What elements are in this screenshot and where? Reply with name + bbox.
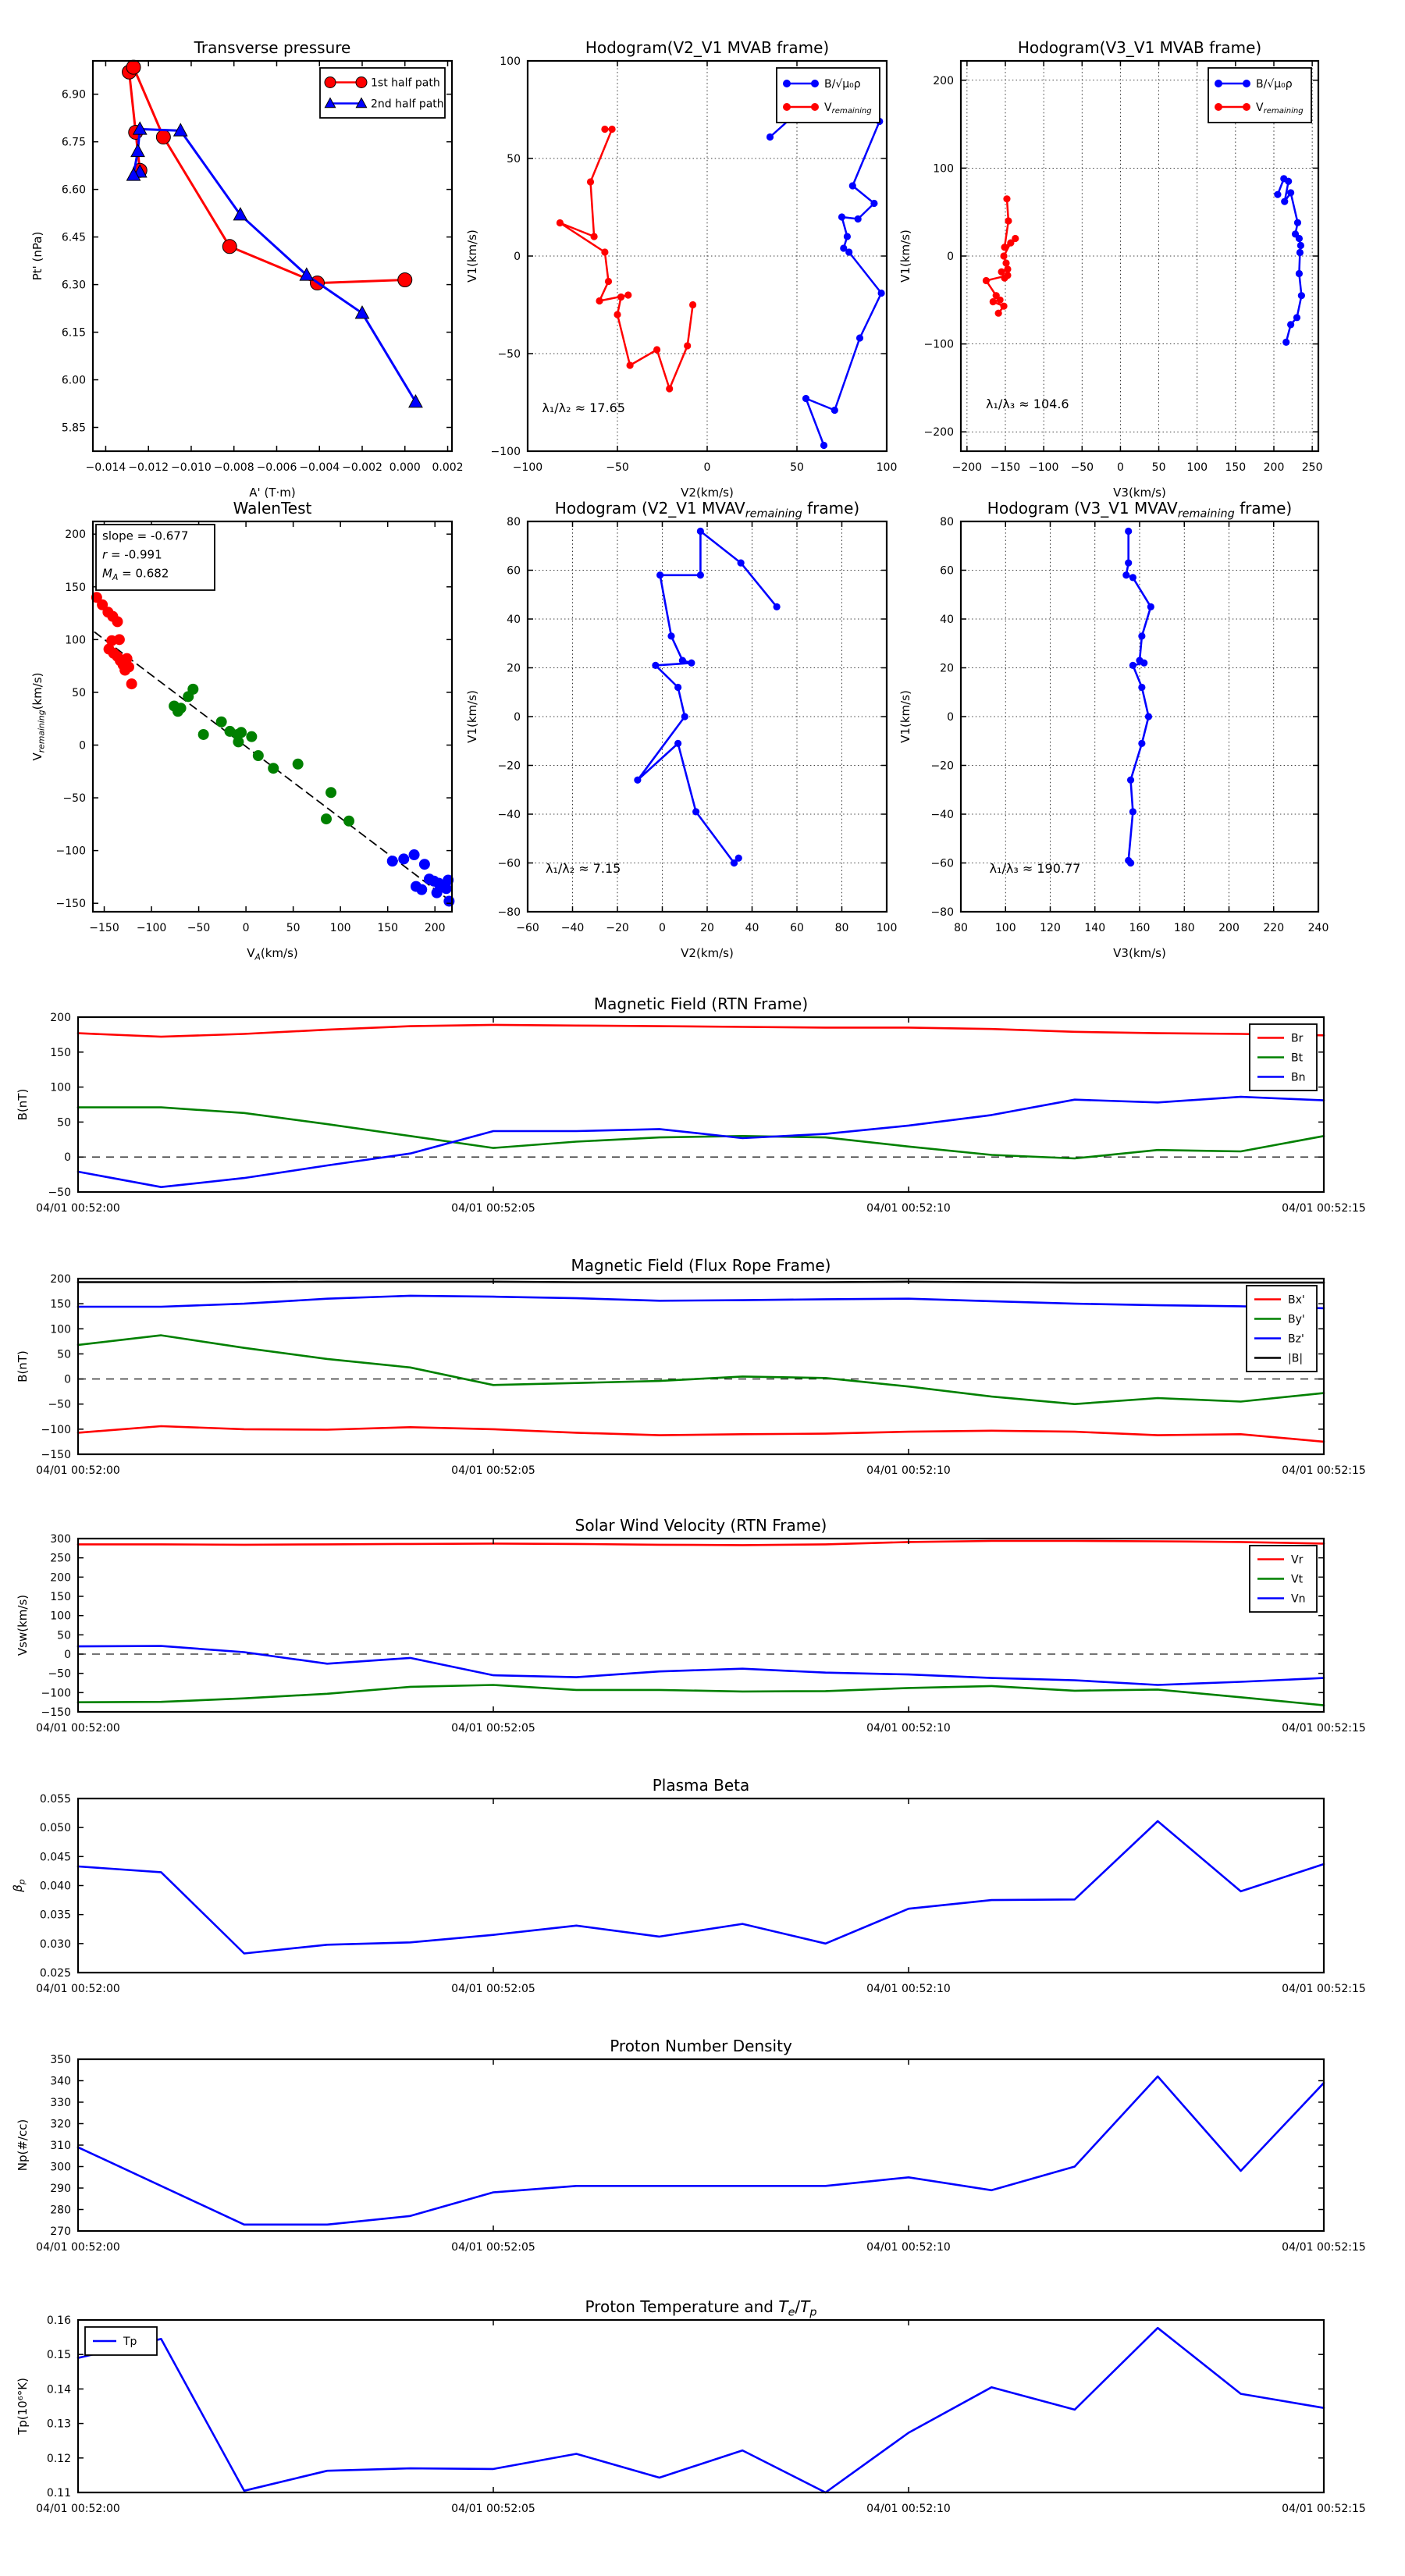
- x-tick-label: 80: [954, 922, 968, 934]
- y-tick-label: 150: [50, 1298, 71, 1311]
- x-tick-label: 40: [745, 922, 759, 934]
- chart-title: Hodogram(V3_V1 MVAB frame): [1017, 38, 1262, 57]
- x-tick-label: 250: [1301, 461, 1323, 474]
- x-tick-label: −0.004: [299, 461, 340, 474]
- x-tick-label: 150: [377, 922, 399, 934]
- axes-frame: [78, 1017, 1324, 1192]
- tick-marks: [78, 2320, 1324, 2492]
- tick-marks: [78, 1017, 1324, 1192]
- legend-label: Bt: [1291, 1051, 1304, 1065]
- y-tick-label: 0: [64, 1151, 71, 1165]
- x-tick-label: −40: [560, 922, 585, 934]
- axes-frame: [78, 1539, 1324, 1712]
- x-tick-label: 0: [703, 461, 711, 474]
- y-tick-label: 100: [50, 1323, 71, 1336]
- y-tick-label: 100: [50, 1610, 71, 1623]
- x-tick-label: −0.014: [85, 461, 126, 474]
- chart-title: Proton Number Density: [610, 2037, 792, 2055]
- y-tick-label: −80: [930, 906, 954, 919]
- x-tick-label: 04/01 00:52:10: [866, 1983, 951, 1995]
- x-tick-label: 80: [834, 922, 849, 934]
- axes-frame: [78, 1799, 1324, 1973]
- y-axis-label: Vsw(km/s): [16, 1594, 30, 1656]
- series-first-interval-points: [91, 592, 137, 689]
- legend-label: $V_{remaining}$: [1256, 101, 1304, 116]
- x-tick-label: 04/01 00:52:00: [36, 1722, 120, 1735]
- x-tick-label: −100: [512, 461, 543, 474]
- x-tick-label: −100: [1028, 461, 1059, 474]
- legend-label: Bz': [1288, 1332, 1304, 1346]
- x-tick-label: 160: [1129, 922, 1151, 934]
- legend: [1208, 68, 1311, 123]
- x-tick-label: 04/01 00:52:15: [1282, 1202, 1366, 1215]
- legend: [1247, 1286, 1317, 1372]
- legend-label: 2nd half path: [371, 98, 444, 111]
- lambda-annotation: λ₁/λ₂ ≈ 7.15: [546, 861, 621, 876]
- y-tick-label: 100: [500, 55, 521, 68]
- chart-title: Transverse pressure: [194, 38, 351, 57]
- y-tick-label: 0.030: [39, 1937, 71, 1951]
- chart-title: Magnetic Field (Flux Rope Frame): [571, 1256, 831, 1275]
- y-tick-label: 0: [79, 739, 86, 753]
- y-tick-label: 310: [50, 2140, 71, 2152]
- y-tick-label: 100: [933, 162, 954, 176]
- y-tick-label: 270: [50, 2226, 71, 2238]
- chart-title: WalenTest: [233, 499, 312, 518]
- y-tick-label: 340: [50, 2075, 71, 2088]
- y-tick-label: −60: [497, 857, 521, 870]
- y-tick-label: 250: [50, 1552, 71, 1565]
- legend-label: B/√μ₀ρ: [1256, 78, 1293, 91]
- x-tick-label: 100: [1186, 461, 1208, 474]
- tick-marks: [78, 1539, 1324, 1712]
- y-tick-label: −100: [923, 338, 954, 351]
- y-tick-label: 6.00: [61, 374, 86, 387]
- y-tick-label: 0.050: [39, 1822, 71, 1835]
- legend-label: Vn: [1291, 1592, 1306, 1606]
- legend-label: |B|: [1288, 1352, 1304, 1365]
- series-By-prime: [78, 1336, 1324, 1404]
- y-tick-label: 0.15: [46, 2349, 71, 2362]
- y-tick-label: 80: [507, 516, 521, 528]
- y-axis-label: Tp(10⁶°K): [16, 2378, 30, 2435]
- y-tick-label: 0.035: [39, 1909, 71, 1922]
- series-Br: [78, 1025, 1324, 1037]
- y-tick-label: 40: [507, 614, 521, 626]
- x-tick-label: 04/01 00:52:15: [1282, 1983, 1366, 1995]
- x-tick-label: 04/01 00:52:00: [36, 1983, 120, 1995]
- series-Np: [78, 2076, 1324, 2225]
- chart-title: Proton Temperature and $T_e/T_p$: [585, 2297, 817, 2319]
- y-tick-label: 0.16: [46, 2314, 71, 2327]
- y-tick-label: 0.11: [46, 2487, 71, 2500]
- hodogram-v2v1-mvav-chart: [465, 499, 897, 960]
- x-tick-label: 04/01 00:52:10: [866, 1202, 951, 1215]
- series-Bz-prime: [78, 1293, 1324, 1308]
- y-tick-label: 0: [947, 711, 954, 724]
- x-tick-label: 50: [286, 922, 301, 934]
- x-tick-label: 60: [790, 922, 804, 934]
- y-tick-label: −100: [490, 446, 521, 458]
- x-tick-label: −0.012: [128, 461, 169, 474]
- proton-temperature-chart: [16, 2297, 1366, 2515]
- y-tick-label: 40: [940, 614, 954, 626]
- y-tick-label: 0.13: [46, 2418, 71, 2431]
- y-tick-label: −100: [41, 1687, 71, 1700]
- x-tick-label: 04/01 00:52:05: [451, 2241, 535, 2254]
- legend: [85, 2327, 157, 2355]
- y-tick-label: 200: [50, 1571, 71, 1585]
- series-Vt: [78, 1685, 1324, 1706]
- y-tick-label: 300: [50, 1533, 71, 1546]
- axes-frame: [78, 2320, 1324, 2492]
- y-axis-label: Pt' (nPa): [30, 231, 44, 281]
- y-tick-label: 6.90: [61, 88, 86, 101]
- series-V-remaining: [557, 126, 696, 393]
- y-tick-label: 80: [940, 516, 954, 528]
- magnetic-field-flux-rope-chart: [16, 1256, 1366, 1477]
- x-tick-label: 0.002: [432, 461, 464, 474]
- proton-number-density-chart: [16, 2037, 1366, 2254]
- y-tick-label: 0: [514, 251, 521, 263]
- info-box-line: slope = -0.677: [102, 528, 189, 543]
- x-tick-label: 04/01 00:52:15: [1282, 2503, 1366, 2515]
- y-tick-label: 0.025: [39, 1967, 71, 1980]
- legend: [777, 68, 880, 123]
- y-tick-label: −150: [41, 1706, 71, 1719]
- hodogram-v2v1-mvab-chart: [465, 38, 897, 500]
- x-tick-label: −50: [606, 461, 629, 474]
- series-V-remaining: [983, 195, 1019, 317]
- x-tick-label: −0.002: [342, 461, 382, 474]
- x-tick-label: −60: [516, 922, 539, 934]
- x-tick-label: −100: [136, 922, 167, 934]
- y-tick-label: 150: [50, 1046, 71, 1059]
- x-tick-label: 150: [1225, 461, 1247, 474]
- y-tick-label: 0.14: [46, 2383, 71, 2396]
- legend-label: Vr: [1291, 1553, 1304, 1567]
- x-tick-label: 04/01 00:52:00: [36, 2241, 120, 2254]
- x-tick-label: 04/01 00:52:15: [1282, 1722, 1366, 1735]
- y-tick-label: −40: [497, 809, 521, 821]
- series-B-over-sqrt-mu0rho: [1274, 175, 1305, 346]
- x-tick-label: −150: [990, 461, 1021, 474]
- info-box: [96, 525, 215, 590]
- x-tick-label: −0.006: [256, 461, 297, 474]
- y-tick-label: 50: [72, 686, 86, 699]
- x-tick-label: 04/01 00:52:05: [451, 1983, 535, 1995]
- series-B-magnitude: [78, 1282, 1324, 1283]
- x-tick-label: 04/01 00:52:05: [451, 1202, 535, 1215]
- axes-frame: [93, 61, 452, 451]
- legend-label: Bx': [1288, 1293, 1305, 1307]
- y-tick-label: −50: [497, 348, 521, 361]
- y-tick-label: 0.045: [39, 1851, 71, 1864]
- legend-label: Br: [1291, 1032, 1304, 1045]
- series-Bn: [78, 1097, 1324, 1187]
- y-tick-label: 0: [514, 711, 521, 724]
- y-tick-label: 200: [933, 74, 954, 87]
- x-axis-label: V2(km/s): [681, 486, 734, 500]
- x-axis-label: V3(km/s): [1113, 486, 1166, 500]
- y-tick-label: 100: [65, 634, 86, 647]
- x-tick-label: 04/01 00:52:15: [1282, 2241, 1366, 2254]
- x-tick-label: 04/01 00:52:00: [36, 2503, 120, 2515]
- series-Bx-prime: [78, 1426, 1324, 1442]
- legend-label: Bn: [1291, 1071, 1306, 1084]
- y-tick-label: 6.15: [61, 326, 86, 340]
- y-tick-label: −150: [55, 898, 86, 911]
- x-tick-label: 20: [700, 922, 714, 934]
- legend: [320, 68, 445, 118]
- y-tick-label: −50: [48, 1187, 71, 1199]
- x-tick-label: 140: [1084, 922, 1106, 934]
- solar-wind-velocity-rtn-chart: [16, 1516, 1366, 1735]
- y-tick-label: 0: [64, 1649, 71, 1661]
- chart-title: Plasma Beta: [652, 1776, 750, 1795]
- x-tick-label: 04/01 00:52:05: [451, 1722, 535, 1735]
- y-tick-label: 6.30: [61, 279, 86, 292]
- y-tick-label: 200: [50, 1012, 71, 1024]
- y-tick-label: 280: [50, 2204, 71, 2217]
- y-tick-label: 6.60: [61, 183, 86, 197]
- x-tick-label: 0: [659, 922, 666, 934]
- y-tick-label: 150: [65, 581, 86, 594]
- x-tick-label: 120: [1040, 922, 1061, 934]
- chart-title: Hodogram (V3_V1 $MVAV_{remaining}$ frame): [987, 499, 1293, 521]
- x-tick-label: 50: [1151, 461, 1166, 474]
- y-tick-label: 0.055: [39, 1793, 71, 1806]
- transverse-pressure-chart: [30, 38, 464, 500]
- x-axis-label: V2(km/s): [681, 946, 734, 960]
- x-tick-label: 04/01 00:52:05: [451, 2503, 535, 2515]
- legend-label: 1st half path: [371, 76, 440, 90]
- x-tick-label: −0.008: [213, 461, 254, 474]
- x-tick-label: 180: [1173, 922, 1195, 934]
- y-tick-label: −50: [48, 1398, 71, 1411]
- lambda-annotation: λ₁/λ₃ ≈ 190.77: [989, 861, 1081, 876]
- lambda-annotation: λ₁/λ₂ ≈ 17.65: [542, 400, 625, 415]
- series-last-interval-points: [387, 849, 455, 906]
- x-tick-label: 0: [242, 922, 250, 934]
- legend-label: B/√μ₀ρ: [824, 78, 861, 91]
- x-tick-label: 04/01 00:52:05: [451, 1464, 535, 1477]
- y-tick-label: −50: [48, 1667, 71, 1681]
- series-beta-p: [78, 1821, 1324, 1954]
- y-tick-label: 0: [64, 1373, 71, 1386]
- y-axis-label: $V_{remaining}(km/s)$: [30, 672, 47, 761]
- x-tick-label: 50: [790, 461, 804, 474]
- x-tick-label: 200: [424, 922, 446, 934]
- y-tick-label: −50: [62, 792, 86, 806]
- chart-title: Hodogram (V2_V1 $MVAV_{remaining}$ frame): [554, 499, 860, 521]
- y-tick-label: −100: [55, 845, 86, 858]
- y-tick-label: 200: [65, 528, 86, 542]
- chart-title: Magnetic Field (RTN Frame): [593, 994, 809, 1013]
- info-box-line: $M_A = 0.682$: [102, 566, 169, 582]
- y-tick-label: 50: [57, 1629, 71, 1642]
- x-tick-label: −150: [89, 922, 119, 934]
- tick-marks: [78, 2059, 1324, 2231]
- chart-title: Hodogram(V2_V1 MVAB frame): [585, 38, 830, 57]
- lambda-annotation: λ₁/λ₃ ≈ 104.6: [986, 397, 1069, 411]
- y-tick-label: 300: [50, 2161, 71, 2174]
- x-tick-label: −200: [951, 461, 983, 474]
- series-B-over-sqrt-mu0rho: [767, 88, 885, 449]
- y-tick-label: 100: [50, 1081, 71, 1094]
- y-tick-label: 50: [507, 153, 521, 165]
- x-tick-label: 04/01 00:52:10: [866, 2503, 951, 2515]
- y-tick-label: 150: [50, 1591, 71, 1603]
- y-tick-label: 330: [50, 2097, 71, 2109]
- y-tick-label: −80: [497, 906, 521, 919]
- y-tick-label: 200: [50, 1273, 71, 1286]
- x-tick-label: 04/01 00:52:10: [866, 1722, 951, 1735]
- y-axis-label: V1(km/s): [898, 229, 912, 283]
- y-tick-label: 0.040: [39, 1880, 71, 1893]
- y-tick-label: −40: [930, 809, 954, 821]
- y-axis-label: V1(km/s): [465, 229, 479, 283]
- x-tick-label: 100: [876, 922, 898, 934]
- legend-label: By': [1288, 1313, 1305, 1326]
- y-tick-label: −150: [41, 1449, 71, 1461]
- x-axis-label: A' (T·m): [249, 486, 296, 500]
- legend: [1250, 1546, 1317, 1612]
- hodogram-v3v1-mvab-chart: [898, 38, 1323, 500]
- legend-label: Tp: [123, 2336, 137, 2348]
- y-tick-label: −20: [930, 760, 954, 773]
- y-axis-label: $\beta_p$: [11, 1879, 27, 1892]
- y-tick-label: 0.12: [46, 2452, 71, 2465]
- x-tick-label: 200: [1263, 461, 1285, 474]
- y-tick-label: 6.45: [61, 231, 86, 244]
- info-box-line: r = -0.991: [102, 547, 162, 562]
- x-tick-label: −50: [1070, 461, 1094, 474]
- x-tick-label: 04/01 00:52:00: [36, 1464, 120, 1477]
- hodogram-v3v1-mvav-chart: [898, 499, 1329, 960]
- y-tick-label: 290: [50, 2183, 71, 2195]
- x-tick-label: 04/01 00:52:15: [1282, 1464, 1366, 1477]
- series-v3-v1-path: [1122, 528, 1154, 866]
- x-tick-label: 100: [329, 922, 351, 934]
- axes-frame: [78, 2059, 1324, 2231]
- series-Vn: [78, 1646, 1324, 1685]
- x-tick-label: −0.010: [171, 461, 212, 474]
- y-axis-label: V1(km/s): [465, 690, 479, 743]
- y-axis-label: V1(km/s): [898, 690, 912, 743]
- x-axis-label: $V_A(km/s)$: [247, 946, 298, 962]
- x-tick-label: 100: [994, 922, 1016, 934]
- legend: [1250, 1024, 1317, 1091]
- legend-label: $V_{remaining}$: [824, 101, 872, 116]
- series-middle-interval-points: [169, 684, 354, 827]
- series-Tp: [78, 2328, 1324, 2492]
- chart-title: Solar Wind Velocity (RTN Frame): [574, 1516, 827, 1535]
- y-tick-label: 50: [57, 1116, 71, 1130]
- x-tick-label: 200: [1218, 922, 1240, 934]
- x-tick-label: 0.000: [389, 461, 421, 474]
- y-tick-label: 50: [57, 1348, 71, 1361]
- y-tick-label: −100: [41, 1423, 71, 1436]
- y-tick-label: 20: [507, 662, 521, 675]
- x-tick-label: 04/01 00:52:10: [866, 2241, 951, 2254]
- walen-test-chart: [30, 499, 454, 962]
- x-tick-label: 100: [876, 461, 898, 474]
- y-axis-label: B(nT): [16, 1350, 30, 1382]
- y-tick-label: 6.75: [61, 136, 86, 149]
- y-tick-label: 5.85: [61, 422, 86, 435]
- x-tick-label: 220: [1263, 922, 1285, 934]
- tick-marks: [93, 61, 452, 451]
- legend-label: Vt: [1291, 1573, 1304, 1586]
- y-tick-label: 350: [50, 2054, 71, 2066]
- y-tick-label: 0: [947, 251, 954, 263]
- x-tick-label: 04/01 00:52:10: [866, 1464, 951, 1477]
- y-tick-label: −60: [930, 857, 954, 870]
- x-tick-label: 04/01 00:52:00: [36, 1202, 120, 1215]
- grid-lines: [528, 521, 887, 912]
- x-tick-label: −50: [187, 922, 211, 934]
- y-tick-label: −200: [923, 426, 954, 439]
- y-tick-label: 20: [940, 662, 954, 675]
- tick-marks: [78, 1799, 1324, 1973]
- grid-lines: [961, 521, 1318, 912]
- x-axis-label: V3(km/s): [1113, 946, 1166, 960]
- magnetic-field-rtn-chart: [16, 994, 1366, 1215]
- y-tick-label: 60: [940, 564, 954, 578]
- x-tick-label: −20: [606, 922, 629, 934]
- y-tick-label: −20: [497, 760, 521, 773]
- y-axis-label: B(nT): [16, 1088, 30, 1121]
- x-tick-label: 0: [1116, 461, 1124, 474]
- plasma-beta-chart: [11, 1776, 1366, 1995]
- x-tick-label: 240: [1307, 922, 1329, 934]
- y-axis-label: Np(#/cc): [16, 2119, 30, 2172]
- series-Vr: [78, 1541, 1324, 1545]
- y-tick-label: 320: [50, 2118, 71, 2131]
- y-tick-label: 60: [507, 564, 521, 578]
